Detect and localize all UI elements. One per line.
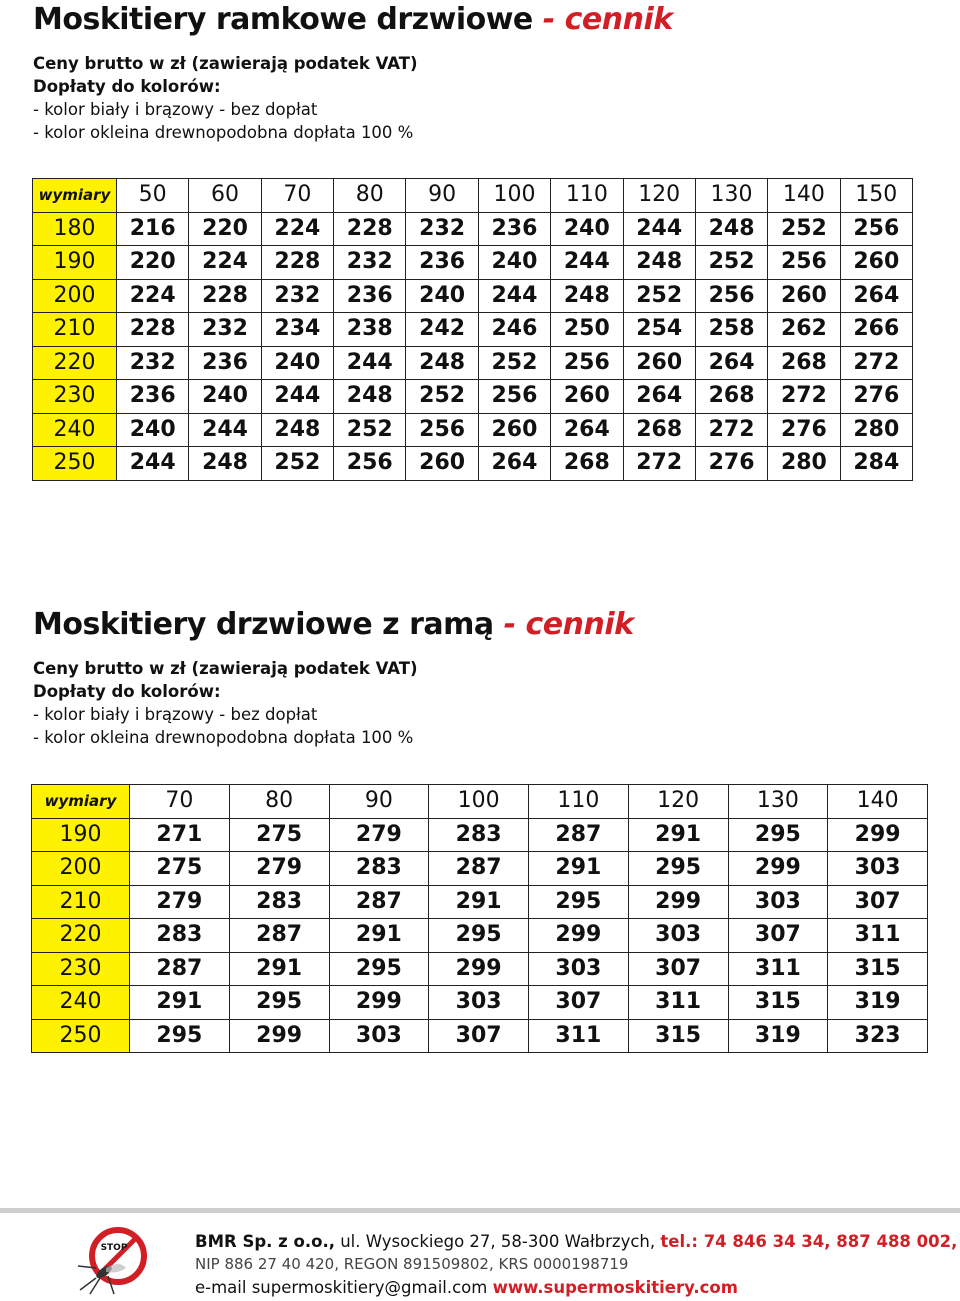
price-cell: 250 xyxy=(551,313,623,347)
price-cell: 271 xyxy=(130,818,230,852)
price-cell: 272 xyxy=(623,447,695,481)
table-row xyxy=(33,380,913,414)
price-cell: 248 xyxy=(623,246,695,280)
price-cell: 252 xyxy=(623,279,695,313)
row-header: 200 xyxy=(32,852,130,886)
price-cell: 295 xyxy=(628,852,728,886)
price-cell: 295 xyxy=(529,885,629,919)
price-cell: 240 xyxy=(551,212,623,246)
price-cell: 311 xyxy=(728,952,828,986)
price-cell: 287 xyxy=(329,885,429,919)
price-cell: 224 xyxy=(261,212,333,246)
price-cell: 299 xyxy=(628,885,728,919)
price-cell: 275 xyxy=(229,818,329,852)
price-cell: 252 xyxy=(768,212,840,246)
footer-line-contact xyxy=(195,1276,935,1299)
info-vat-line: Ceny brutto w zł (zawierają podatek VAT) xyxy=(33,54,418,73)
price-cell: 279 xyxy=(329,818,429,852)
price-cell: 232 xyxy=(261,279,333,313)
column-header: 130 xyxy=(695,179,767,213)
price-cell: 303 xyxy=(429,986,529,1020)
row-header: 230 xyxy=(32,952,130,986)
price-table-door-with-frame xyxy=(31,784,928,1053)
price-cell: 299 xyxy=(229,1019,329,1053)
price-info xyxy=(33,52,673,144)
price-cell: 276 xyxy=(840,380,912,414)
section-door-screens-with-frame xyxy=(33,605,634,749)
price-cell: 287 xyxy=(429,852,529,886)
column-header: 130 xyxy=(728,785,828,819)
info-surcharge-heading: Dopłaty do kolorów: xyxy=(33,682,221,701)
footer-registry: NIP 886 27 40 420, REGON 891509802, KRS 0000198719 xyxy=(195,1255,629,1273)
price-cell: 260 xyxy=(840,246,912,280)
table-row xyxy=(33,447,913,481)
price-cell: 258 xyxy=(695,313,767,347)
price-cell: 260 xyxy=(406,447,478,481)
price-cell: 299 xyxy=(329,986,429,1020)
info-color-wood: - kolor okleina drewnopodobna dopłata 100 % xyxy=(33,123,414,142)
price-cell: 303 xyxy=(828,852,928,886)
price-cell: 244 xyxy=(623,212,695,246)
price-cell: 244 xyxy=(189,413,261,447)
price-cell: 244 xyxy=(478,279,550,313)
price-cell: 307 xyxy=(628,952,728,986)
price-cell: 260 xyxy=(768,279,840,313)
table-row xyxy=(32,818,928,852)
price-cell: 260 xyxy=(478,413,550,447)
price-cell: 264 xyxy=(840,279,912,313)
table-row xyxy=(32,919,928,953)
price-cell: 256 xyxy=(695,279,767,313)
price-cell: 307 xyxy=(828,885,928,919)
column-header: 100 xyxy=(429,785,529,819)
price-cell: 319 xyxy=(728,1019,828,1053)
price-cell: 216 xyxy=(117,212,189,246)
info-color-wood: - kolor okleina drewnopodobna dopłata 100 % xyxy=(33,728,414,747)
price-cell: 240 xyxy=(117,413,189,447)
price-cell: 236 xyxy=(117,380,189,414)
column-header: 140 xyxy=(768,179,840,213)
price-cell: 283 xyxy=(329,852,429,886)
table-row xyxy=(32,986,928,1020)
info-color-white-brown: - kolor biały i brązowy - bez dopłat xyxy=(33,100,318,119)
row-header: 210 xyxy=(33,313,117,347)
price-cell: 291 xyxy=(229,952,329,986)
table-row xyxy=(32,1019,928,1053)
price-cell: 287 xyxy=(130,952,230,986)
table-row xyxy=(33,313,913,347)
price-cell: 284 xyxy=(840,447,912,481)
price-cell: 283 xyxy=(130,919,230,953)
price-cell: 220 xyxy=(117,246,189,280)
price-cell: 315 xyxy=(728,986,828,1020)
price-cell: 236 xyxy=(478,212,550,246)
price-table-frame-door xyxy=(32,178,913,481)
price-cell: 272 xyxy=(840,346,912,380)
price-cell: 224 xyxy=(117,279,189,313)
price-cell: 303 xyxy=(529,952,629,986)
row-header: 250 xyxy=(33,447,117,481)
price-cell: 272 xyxy=(768,380,840,414)
column-header: 120 xyxy=(628,785,728,819)
price-cell: 256 xyxy=(840,212,912,246)
price-cell: 236 xyxy=(334,279,406,313)
section-title xyxy=(33,605,634,645)
price-cell: 248 xyxy=(406,346,478,380)
footer-line-company xyxy=(195,1230,958,1253)
table-row xyxy=(33,413,913,447)
price-cell: 256 xyxy=(406,413,478,447)
price-cell: 228 xyxy=(189,279,261,313)
price-cell: 280 xyxy=(840,413,912,447)
price-cell: 280 xyxy=(768,447,840,481)
stop-mosquito-icon xyxy=(74,1222,164,1296)
price-cell: 232 xyxy=(189,313,261,347)
table-corner-label: wymiary xyxy=(33,179,117,213)
company-email: e-mail supermoskitiery@gmail.com xyxy=(195,1278,493,1297)
price-cell: 240 xyxy=(189,380,261,414)
table-row xyxy=(33,279,913,313)
row-header: 180 xyxy=(33,212,117,246)
title-accent: - cennik xyxy=(503,607,634,642)
price-cell: 283 xyxy=(429,818,529,852)
price-cell: 295 xyxy=(329,952,429,986)
price-cell: 252 xyxy=(478,346,550,380)
table-row xyxy=(33,346,913,380)
price-cell: 242 xyxy=(406,313,478,347)
price-cell: 244 xyxy=(334,346,406,380)
company-phone: tel.: 74 846 34 34, 887 488 002, xyxy=(660,1232,958,1251)
footer-contact xyxy=(195,1230,958,1299)
price-cell: 268 xyxy=(623,413,695,447)
price-cell: 319 xyxy=(828,986,928,1020)
price-cell: 236 xyxy=(189,346,261,380)
price-cell: 254 xyxy=(623,313,695,347)
price-cell: 299 xyxy=(529,919,629,953)
price-cell: 252 xyxy=(406,380,478,414)
price-cell: 307 xyxy=(429,1019,529,1053)
row-header: 200 xyxy=(33,279,117,313)
price-cell: 315 xyxy=(828,952,928,986)
price-cell: 291 xyxy=(529,852,629,886)
row-header: 190 xyxy=(32,818,130,852)
column-header: 70 xyxy=(261,179,333,213)
price-cell: 291 xyxy=(429,885,529,919)
price-cell: 256 xyxy=(768,246,840,280)
table-row xyxy=(32,952,928,986)
row-header: 240 xyxy=(32,986,130,1020)
row-header: 250 xyxy=(32,1019,130,1053)
price-cell: 260 xyxy=(623,346,695,380)
price-cell: 299 xyxy=(828,818,928,852)
price-cell: 307 xyxy=(728,919,828,953)
table-row xyxy=(32,885,928,919)
price-cell: 244 xyxy=(261,380,333,414)
price-cell: 238 xyxy=(334,313,406,347)
price-cell: 275 xyxy=(130,852,230,886)
price-cell: 252 xyxy=(695,246,767,280)
price-cell: 307 xyxy=(529,986,629,1020)
column-header: 100 xyxy=(478,179,550,213)
price-cell: 279 xyxy=(130,885,230,919)
price-cell: 232 xyxy=(117,346,189,380)
price-cell: 299 xyxy=(429,952,529,986)
price-cell: 244 xyxy=(551,246,623,280)
price-cell: 228 xyxy=(117,313,189,347)
price-info xyxy=(33,657,634,749)
price-cell: 264 xyxy=(478,447,550,481)
price-cell: 323 xyxy=(828,1019,928,1053)
price-cell: 248 xyxy=(334,380,406,414)
table-row xyxy=(32,852,928,886)
table-row xyxy=(33,246,913,280)
price-cell: 248 xyxy=(695,212,767,246)
price-cell: 244 xyxy=(117,447,189,481)
price-cell: 268 xyxy=(551,447,623,481)
table-header-row xyxy=(33,179,913,213)
price-cell: 240 xyxy=(478,246,550,280)
table-corner-label: wymiary xyxy=(32,785,130,819)
price-cell: 240 xyxy=(261,346,333,380)
price-cell: 240 xyxy=(406,279,478,313)
row-header: 190 xyxy=(33,246,117,280)
info-color-white-brown: - kolor biały i brązowy - bez dopłat xyxy=(33,705,318,724)
footer-divider xyxy=(0,1208,960,1213)
title-main: Moskitiery drzwiowe z ramą xyxy=(33,607,494,642)
price-cell: 264 xyxy=(695,346,767,380)
price-cell: 248 xyxy=(551,279,623,313)
row-header: 240 xyxy=(33,413,117,447)
table-header-row xyxy=(32,785,928,819)
price-cell: 295 xyxy=(429,919,529,953)
column-header: 110 xyxy=(529,785,629,819)
price-cell: 295 xyxy=(728,818,828,852)
column-header: 120 xyxy=(623,179,695,213)
price-cell: 303 xyxy=(329,1019,429,1053)
column-header: 50 xyxy=(117,179,189,213)
price-cell: 311 xyxy=(529,1019,629,1053)
price-cell: 291 xyxy=(329,919,429,953)
price-cell: 252 xyxy=(261,447,333,481)
price-cell: 232 xyxy=(406,212,478,246)
price-cell: 268 xyxy=(695,380,767,414)
column-header: 90 xyxy=(406,179,478,213)
price-cell: 262 xyxy=(768,313,840,347)
price-cell: 220 xyxy=(189,212,261,246)
price-cell: 268 xyxy=(768,346,840,380)
price-cell: 295 xyxy=(229,986,329,1020)
price-cell: 228 xyxy=(261,246,333,280)
price-cell: 248 xyxy=(189,447,261,481)
price-cell: 264 xyxy=(623,380,695,414)
column-header: 80 xyxy=(334,179,406,213)
column-header: 80 xyxy=(229,785,329,819)
row-header: 220 xyxy=(32,919,130,953)
price-cell: 232 xyxy=(334,246,406,280)
info-vat-line: Ceny brutto w zł (zawierają podatek VAT) xyxy=(33,659,418,678)
column-header: 60 xyxy=(189,179,261,213)
price-cell: 299 xyxy=(728,852,828,886)
price-cell: 287 xyxy=(229,919,329,953)
price-cell: 228 xyxy=(334,212,406,246)
section-frame-door-screens xyxy=(33,0,673,144)
row-header: 210 xyxy=(32,885,130,919)
price-cell: 264 xyxy=(551,413,623,447)
company-address: ul. Wysockiego 27, 58-300 Wałbrzych, xyxy=(334,1232,661,1251)
price-cell: 315 xyxy=(628,1019,728,1053)
price-cell: 256 xyxy=(551,346,623,380)
price-cell: 291 xyxy=(130,986,230,1020)
column-header: 70 xyxy=(130,785,230,819)
column-header: 140 xyxy=(828,785,928,819)
price-cell: 248 xyxy=(261,413,333,447)
price-cell: 311 xyxy=(628,986,728,1020)
price-cell: 291 xyxy=(628,818,728,852)
price-cell: 246 xyxy=(478,313,550,347)
company-name: BMR Sp. z o.o., xyxy=(195,1232,335,1251)
price-cell: 272 xyxy=(695,413,767,447)
title-accent: - cennik xyxy=(542,2,673,37)
company-website-link[interactable]: www.supermoskitiery.com xyxy=(492,1278,738,1297)
logo-stop-text: STOP xyxy=(100,1243,128,1253)
price-cell: 303 xyxy=(728,885,828,919)
title-main: Moskitiery ramkowe drzwiowe xyxy=(33,2,533,37)
section-title xyxy=(33,0,673,40)
price-cell: 276 xyxy=(768,413,840,447)
price-cell: 276 xyxy=(695,447,767,481)
column-header: 90 xyxy=(329,785,429,819)
column-header: 150 xyxy=(840,179,912,213)
row-header: 220 xyxy=(33,346,117,380)
row-header: 230 xyxy=(33,380,117,414)
table-row xyxy=(33,212,913,246)
info-surcharge-heading: Dopłaty do kolorów: xyxy=(33,77,221,96)
price-cell: 236 xyxy=(406,246,478,280)
price-cell: 256 xyxy=(334,447,406,481)
price-cell: 260 xyxy=(551,380,623,414)
price-cell: 266 xyxy=(840,313,912,347)
price-cell: 295 xyxy=(130,1019,230,1053)
price-cell: 252 xyxy=(334,413,406,447)
column-header: 110 xyxy=(551,179,623,213)
price-cell: 279 xyxy=(229,852,329,886)
price-cell: 234 xyxy=(261,313,333,347)
price-cell: 256 xyxy=(478,380,550,414)
price-cell: 303 xyxy=(628,919,728,953)
price-cell: 283 xyxy=(229,885,329,919)
price-cell: 287 xyxy=(529,818,629,852)
price-cell: 224 xyxy=(189,246,261,280)
price-cell: 311 xyxy=(828,919,928,953)
